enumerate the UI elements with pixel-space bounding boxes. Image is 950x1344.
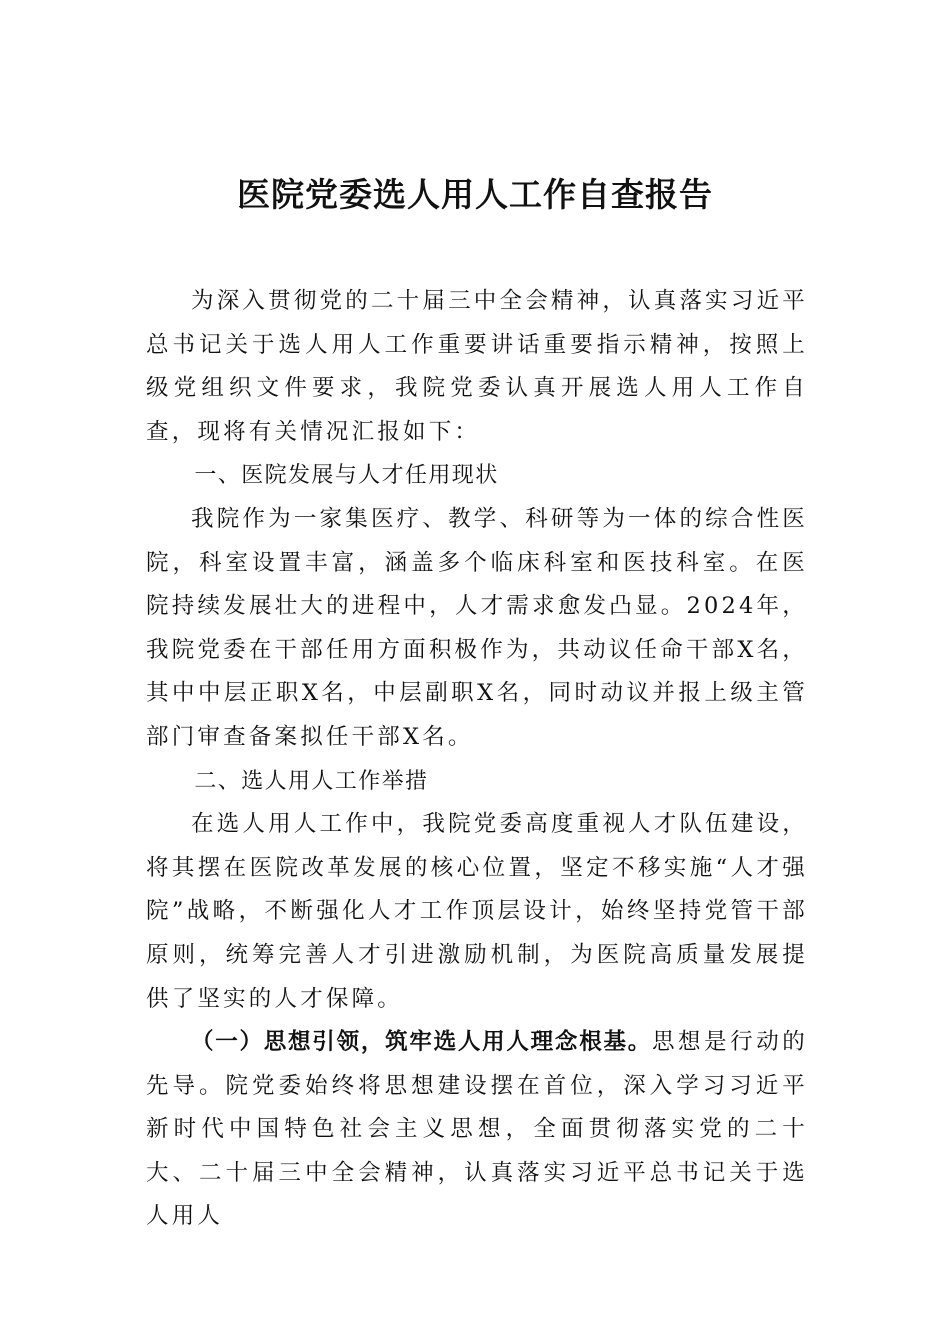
subsection-heading-1: （一）思想引领，筑牢选人用人理念根基。 <box>191 1029 652 1056</box>
subsection-1-paragraph <box>146 1021 808 1239</box>
section-1-paragraph: 我院作为一家集医疗、教学、科研等为一体的综合性医院，科室设置丰富，涵盖多个临床科室和医技科室。在医院持续发展壮大的进程中，人才需求愈发凸显。2024年，我院党委在干部任用方面积极作为，共动议任命干部X名，其中中层正职X名，中层副职X名，同时动议并报上级主管部门审查备案拟任干部X名。 <box>146 505 808 750</box>
document-title: 医院党委选人用人工作自查报告 <box>237 175 713 214</box>
section-heading-2: 二、选人用人工作举措 <box>194 768 429 794</box>
subsection-1-text: 思想是行动的先导。院党委始终将思想建设摆在首位，深入学习习近平新时代中国特色社会主义思想，全面贯彻落实党的二十大、二十届三中全会精神，认真落实习近平总书记关于选人用人 <box>146 1029 808 1230</box>
section-2-paragraph: 在选人用人工作中，我院党委高度重视人才队伍建设，将其摆在医院改革发展的核心位置，坚定不移实施“人才强院”战略，不断强化人才工作顶层设计，始终坚持党管干部原则，统筹完善人才引进激励机制，为医院高质量发展提供了坚实的人才保障。 <box>146 811 808 1012</box>
intro-paragraph: 为深入贯彻党的二十届三中全会精神，认真落实习近平总书记关于选人用人工作重要讲话重要指示精神，按照上级党组织文件要求，我院党委认真开展选人用人工作自查，现将有关情况汇报如下： <box>146 288 808 445</box>
document-body <box>146 280 808 1239</box>
section-heading-1: 一、医院发展与人才任用现状 <box>194 463 499 489</box>
